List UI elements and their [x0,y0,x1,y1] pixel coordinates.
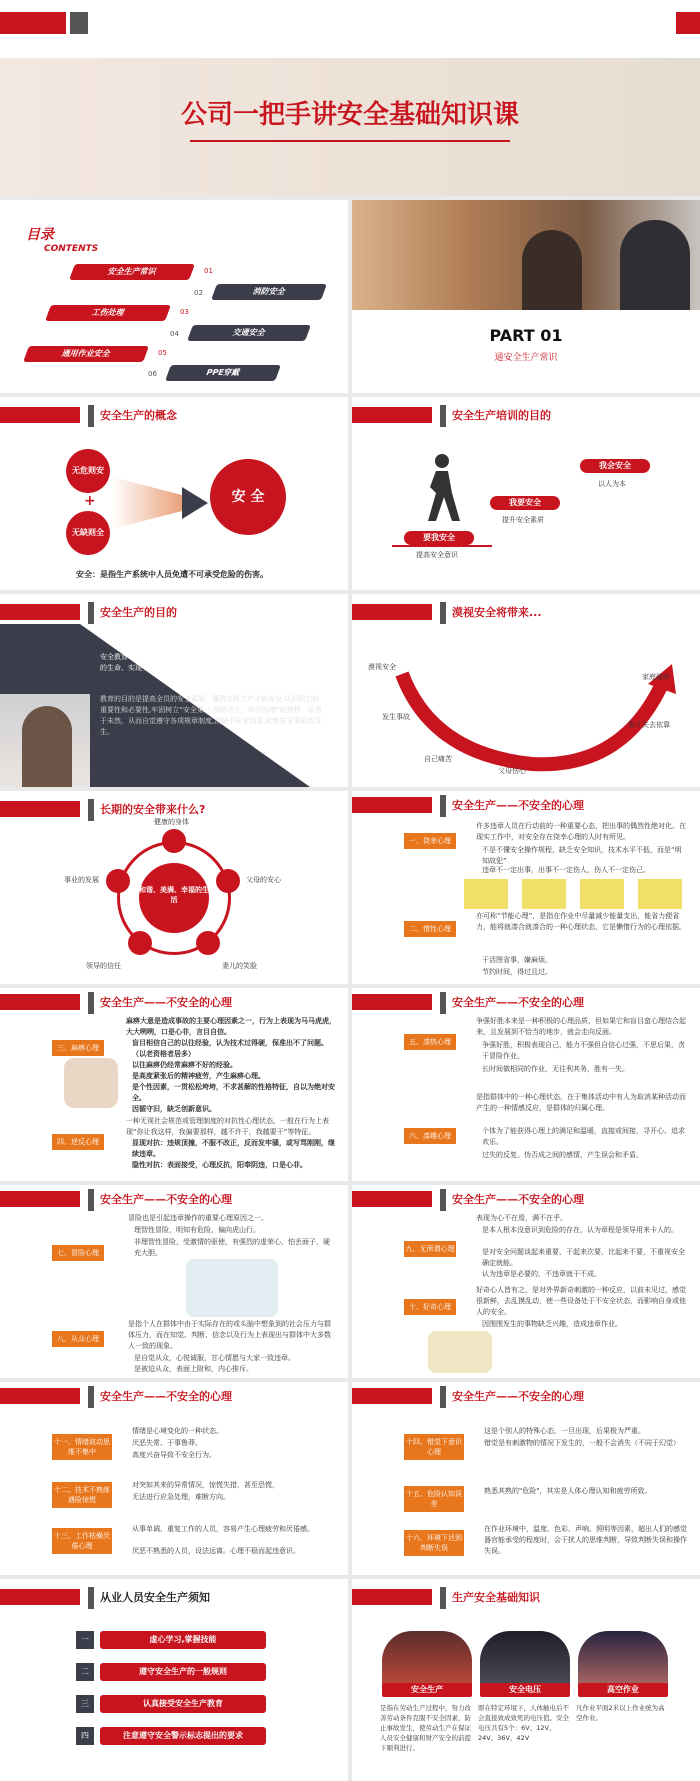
header-divider [440,602,446,624]
part1-title: PART 01 [489,326,563,345]
toc-num-1: 01 [204,267,213,275]
concept-title: 安全生产的概念 [100,409,177,422]
unsafe2-b1-5: 因循守旧，缺乏创新意识。 [132,1105,216,1113]
basics-card-1-image [382,1631,472,1689]
header-bar [0,1589,80,1605]
toc-item-3[interactable]: 工伤处理 [45,305,171,321]
unsafe1-title: 安全生产——不安全的心理 [452,799,584,812]
rules-item-1[interactable]: 虚心学习,掌握技能 [100,1631,266,1649]
header-bar [0,1191,80,1207]
header-bar [0,994,80,1010]
header-divider [440,405,446,427]
unsafe4-cartoon [186,1259,278,1317]
rules-slide [0,1579,348,1781]
toc-subtitle: CONTENTS [44,244,99,254]
unsafe6-b2-2: 无法进行应急处理，难断方向。 [132,1493,230,1501]
unsafe3-t1: 争强好胜本来是一种积极的心理品质，但如果它和盲目蛮心理结合起来，且发展到不恰当的地步，就会走向反面。 [476,1017,686,1036]
rules-num-1: 一 [76,1631,94,1649]
neglect-label-3: 自己痛苦 [424,755,452,763]
unsafe7-tag-3: 十六、环境下达到判断失误 [404,1530,464,1556]
header-bar [0,407,80,423]
toc-slide [0,200,348,393]
unsafe6-tag-1: 十一、情绪波动思维不集中 [52,1434,112,1460]
unsafe3-b1-2: 长时间做相同的作业，无往利其务，胜有一失。 [482,1065,629,1073]
header-divider [88,1587,94,1609]
part1-slide [352,200,700,393]
header-bar [352,994,432,1010]
unsafe7-b1-2: 错觉是有刺激物的情况下发生的，一般不会消失（不同于幻觉） [484,1439,680,1447]
unsafe7-slide [352,1382,700,1575]
unsafe1-cartoons [464,879,694,909]
training-step-1: 要我安全 [404,531,474,545]
concept-arrow [112,457,208,549]
unsafe2-b2-1: 显现对抗：违规顶撞，不服不改正，反而发牢骚，或写骂刚刚，继续违章。 [132,1139,335,1158]
unsafe6-slide [0,1382,348,1575]
training-slide [352,397,700,590]
header-divider [440,795,446,817]
unsafe3-b2-1: 个体为了能获得心理上的满足和温暖，直接或间接，寻开心、追求欢乐。 [482,1127,685,1146]
unsafe7-b1-1: 这是个别人的特殊心态，一旦出现，后果极为严重。 [484,1427,645,1435]
unsafe4-title: 安全生产——不安全的心理 [100,1193,232,1206]
long-label-4: 领导的信任 [86,962,121,970]
header-divider [88,992,94,1014]
toc-item-5[interactable]: 通用作业安全 [23,346,149,362]
long-title: 长期的安全带来什么? [100,803,206,816]
unsafe3-title: 安全生产——不安全的心理 [452,996,584,1009]
unsafe2-t2: 一种无视社会规范或管理制度的对抗性心理状态，一般在行为上表现“你让我这样，我偏要那样，越不许干，我越要干”等特征。 [126,1117,329,1136]
unsafe5-b2-1: 因围围发生的事物缺乏兴趣，造成违章作业。 [482,1320,622,1328]
long-label-5: 事业的发展 [64,876,99,884]
long-label-1: 健康的身体 [154,818,189,826]
unsafe2-b1-1: 盲目相信自己的以往经验，认为技术过得硬，保准出不了问题。（以老资格者居多） [132,1039,328,1058]
unsafe6-title: 安全生产——不安全的心理 [100,1390,232,1403]
toc-item-1[interactable]: 安全生产常识 [69,264,195,280]
header-bar [352,797,432,813]
cover-bar-gray [70,12,88,34]
toc-item-2[interactable]: 消防安全 [211,284,327,300]
parents-icon [216,869,240,893]
unsafe7-tag-2: 十五、危险认知误差 [404,1486,464,1512]
unsafe3-tag-1: 五、凑热心理 [404,1034,456,1050]
header-bar [352,1388,432,1404]
rules-num-2: 二 [76,1663,94,1681]
unsafe3-tag-2: 六、凑趣心理 [404,1128,456,1144]
unsafe2-b1-3: 是高度紧张后的精神疲劳，产生麻痹心理。 [132,1072,265,1080]
unsafe2-tag-2: 四、逆反心理 [52,1134,104,1150]
toc-title: 目录 [26,227,54,243]
unsafe5-tag-2: 十、好奇心理 [404,1299,456,1315]
unsafe1-t2: 亦可称“节能心理”，是指在作业中尽量减少能量支出，能省力便省力，能将就凑合就凑合的一种心理状态，它是懒惰行为的心理依据。 [476,912,686,931]
part1-subtitle: 通安全生产常识 [494,353,558,363]
concept-left-top: 无危则安 [66,449,110,493]
long-label-3: 妻儿的笑脸 [222,962,257,970]
unsafe3-b2-2: 过失的反复。伪否成之间的感情，产生误会和矛盾。 [482,1151,643,1159]
purpose-p1: 安全教育培训是安全生产正常运行的基础,是保护人的身心健康、尊重人的生命、实现安全价值和劳动价值的一种文化。 [100,653,320,672]
neglect-label-6: 家庭破碎 [642,673,670,681]
basics-card-3-image [578,1631,668,1689]
purpose-slide [0,594,348,787]
concept-slide [0,397,348,590]
unsafe2-b2-2: 隐性对抗：表面接受，心理反抗，阳奉阴违，口是心非。 [132,1161,307,1169]
header-divider [88,1386,94,1408]
unsafe5-tag-1: 九、无所谓心理 [404,1241,456,1257]
toc-num-5: 05 [158,349,167,357]
unsafe1-b2-1: 干活图省事，嫌麻烦。 [482,956,552,964]
header-divider [440,1189,446,1211]
toc-num-6: 06 [148,370,157,378]
long-label-2: 父母的安心 [246,876,281,884]
unsafe1-b1-2: 违章不一定出事，出事不一定伤人，伤人不一定伤己。 [482,866,650,874]
toc-num-3: 03 [180,308,189,316]
basics-card-2-image [480,1631,570,1689]
rules-item-3[interactable]: 认真接受安全生产教育 [100,1695,266,1713]
unsafe4-t1: 冒险也是引起违章操作的重要心理原因之一。 [128,1214,268,1222]
header-bar [352,407,432,423]
toc-num-2: 02 [194,289,203,297]
unsafe7-b2-1: 熟悉其熟的"危险"，其实是人体心理认知和疲劳所致。 [484,1487,652,1495]
rules-title: 从业人员安全生产须知 [100,1591,210,1604]
unsafe2-slide [0,988,348,1181]
unsafe1-slide [352,791,700,984]
neglect-label-4: 父母伤心 [498,767,526,775]
unsafe7-b3-1: 在作业环境中，温度、色彩、声响、照明等因素，超出人们的感觉器官能承受的程度时，会干扰人的思维判断，导致判断失误和操作失误。 [484,1525,687,1555]
header-divider [88,799,94,821]
unsafe2-t1: 麻痹大意是造成事故的主要心理因素之一，行为上表现为马马虎虎，大大咧咧，口是心非，言目自信。 [126,1017,336,1036]
training-step-2-desc: 提升安全素质 [502,516,544,524]
cover-title: 公司一把手讲安全基础知识课 [180,100,519,130]
part1-person-right [620,220,690,310]
unsafe6-tag-2: 十二、技术不熟练遇险惊慌 [52,1482,112,1508]
header-divider [440,992,446,1014]
unsafe7-tag-1: 十四、错觉下意识心理 [404,1434,464,1460]
basics-card-1-label: 安全生产 [382,1683,472,1697]
unsafe6-tag-3: 十三、工作枯燥厌倦心理 [52,1528,112,1554]
rules-item-2[interactable]: 遵守安全生产的一般规则 [100,1663,266,1681]
unsafe5-b1-1: 是本人根本没意识到危险的存在，认为章程是领导用来卡人的。 [482,1226,678,1234]
career-icon [106,869,130,893]
toc-item-4[interactable]: 交通安全 [187,325,311,341]
unsafe3-t2: 是指群体中的一种心理状态，在于集体活动中有人为取消某种活动而产生的一种情感反应，是群体的归属心理。 [476,1093,686,1112]
concept-plus: + [84,493,96,509]
header-bar [0,801,80,817]
unsafe1-tag-2: 二、惰性心理 [404,921,456,937]
unsafe4-b2-1: 是自觉从众，心悦诚服，甘心情愿与大家一致违章。 [134,1354,295,1362]
purpose-p2: 教育的目的是提高全员的安全素质，懂得怎样生产才能安全,认识到它的重要性和必要性,牢固树立“安全第一,预防为主，综合治理”的思想、原患于未然，从而自觉遵守各项规章制度,消除不安全因素,杜绝安全事故的发生。 [100,695,322,736]
leader-icon [128,931,152,955]
unsafe6-b1-1: 情绪是心境变化的一种状态。 [132,1427,223,1435]
header-divider [440,1587,446,1609]
unsafe5-title: 安全生产——不安全的心理 [452,1193,584,1206]
basics-card-1-text: 是指在劳动生产过程中，努力改善劳动条件克服不安全因素，防止事故发生，使劳动生产在保证人员安全健康和财产安全的前提下顺利进行。 [380,1704,471,1752]
unsafe1-t1: 许多违章人员在行动前的一种重要心态，把出事的偶然性绝对化。在现实工作中，对安全存在侥幸心理的人时有所见。 [476,822,686,841]
rules-num-3: 三 [76,1695,94,1713]
basics-slide [352,1579,700,1781]
concept-left-bottom: 无缺则全 [66,511,110,555]
unsafe4-tag-1: 七、冒险心理 [52,1245,104,1261]
unsafe1-b2-2: 节约时间，得过且过。 [482,968,552,976]
unsafe1-b1-1: 不是不懂安全操作规程，缺乏安全知识，技术水平不低，而是“明知故犯” [482,846,682,865]
unsafe4-t2: 是指个人在群体中由于实际存在的或头脑中想象到的社会压力与群体压力，而在知觉、判断、信念以及行为上表现出与群体中大多数人一致的现象。 [128,1320,331,1350]
basics-title: 生产安全基础知识 [452,1591,540,1604]
neglect-slide [352,594,700,787]
unsafe5-t1: 表现为心不在焉，满不在乎。 [476,1214,567,1222]
unsafe2-tag-1: 三、麻痹心理 [52,1040,104,1056]
unsafe1-tag-1: 一、侥幸心理 [404,833,456,849]
unsafe2-b1-2: 以往麻痹仍经常麻痹不好的经验。 [132,1061,237,1069]
training-step-3: 我会安全 [580,459,650,473]
concept-center: 安 全 [210,459,286,535]
purpose-title: 安全生产的目的 [100,606,177,619]
purpose-person [22,706,72,787]
header-bar [0,604,80,620]
header-bar [352,1191,432,1207]
neglect-label-5: 妻儿失去依靠 [628,721,670,729]
unsafe3-slide [352,988,700,1181]
header-divider [88,405,94,427]
unsafe7-title: 安全生产——不安全的心理 [452,1390,584,1403]
cover-slide [0,0,700,196]
unsafe2-b1-4: 是个性因素，一贯松松垮垮，不求甚解的性格特征，自以为绝对安全。 [132,1083,335,1102]
unsafe4-b1-2: 非理智性冒险，受激情的驱使，有强烈的虚荣心，怕丢面子，硬充大胆。 [134,1238,330,1257]
unsafe5-cartoon [428,1331,492,1373]
unsafe2-cartoon [64,1058,118,1108]
basics-card-2-label: 安全电压 [480,1683,570,1697]
unsafe5-slide [352,1185,700,1378]
header-bar [352,1589,432,1605]
cover-underline [190,140,510,142]
basics-card-3-text: 凡作业平面2米以上作业统为高空作业。 [576,1704,665,1722]
toc-num-4: 04 [170,330,179,338]
concept-caption: 安全：是指生产系统中人员免遭不可承受危险的伤害。 [76,570,268,579]
unsafe5-b1-3: 认为违章是必要的，不违章就干不成。 [482,1270,601,1278]
long-slide [0,791,348,984]
unsafe6-b1-3: 高度兴奋导致不安全行为。 [132,1451,216,1459]
unsafe2-title: 安全生产——不安全的心理 [100,996,232,1009]
training-title: 安全生产培训的目的 [452,409,551,422]
unsafe6-b3-1: 从事单调、重复工作的人员，容易产生心理疲劳和厌倦感。 [132,1525,314,1533]
unsafe4-slide [0,1185,348,1378]
training-step-1-desc: 提高安全意识 [416,551,458,559]
header-divider [88,602,94,624]
health-icon [162,829,186,853]
cover-bar-right [676,12,700,34]
unsafe4-tag-2: 八、从众心理 [52,1331,104,1347]
unsafe3-b1-1: 争强好胜，积极表现自己，能力不强但自信心过强，不思后果，贪干冒险作业。 [482,1041,685,1060]
header-divider [88,1189,94,1211]
cover-bar-red [0,12,66,34]
training-step-2: 我要安全 [490,496,560,510]
basics-card-2-text: 即在特定环境下，人体触电后不会直接致成致死的电压值。安全电压共有5个：6V、12V、24V、36V、42V [478,1704,569,1742]
rules-item-4[interactable]: 注意遵守安全警示标志提出的要求 [100,1727,266,1745]
part1-person-left [522,230,582,310]
long-center: 和谐、美满、幸福的生活 [139,863,209,933]
training-step-3-desc: 以人为本 [598,480,626,488]
family-icon [196,931,220,955]
unsafe5-b1-2: 是对安全问题谈起来重要，干起来次要，比起来不要，不重视安全确定就能。 [482,1248,685,1267]
training-stairs [392,545,492,547]
walking-person-icon [418,453,462,523]
unsafe4-b1-1: 理智性冒险，明知有危险，偏向虎山行。 [134,1226,260,1234]
neglect-label-2: 发生事故 [382,713,410,721]
unsafe6-b3-2: 厌恶不熟悉的人员，设法远离。心理不稳而起违意识。 [132,1547,300,1555]
neglect-title: 漠视安全将带来... [452,606,542,619]
rules-num-4: 四 [76,1727,94,1745]
toc-item-6[interactable]: PPE穿戴 [165,365,281,381]
basics-card-3-label: 高空作业 [578,1683,668,1697]
unsafe6-b1-2: 厌恶失常、干事鲁莽。 [132,1439,202,1447]
header-bar [0,1388,80,1404]
header-divider [440,1386,446,1408]
unsafe6-b2-1: 对突如其来的异常情况，惊慌失措，甚至恐慌， [132,1481,279,1489]
header-bar [352,604,432,620]
unsafe5-t2: 好奇心人皆有之，是对外界新奇刺激的一种反应，以前未见过，感觉很新鲜，去乱摸乱动，使一些设备处于不安全状态，而影响自身或他人的安全。 [476,1286,686,1316]
neglect-label-1: 漠视安全 [368,663,396,671]
unsafe4-b2-2: 是被迫从众，表面上附和，内心排斥。 [134,1365,253,1373]
